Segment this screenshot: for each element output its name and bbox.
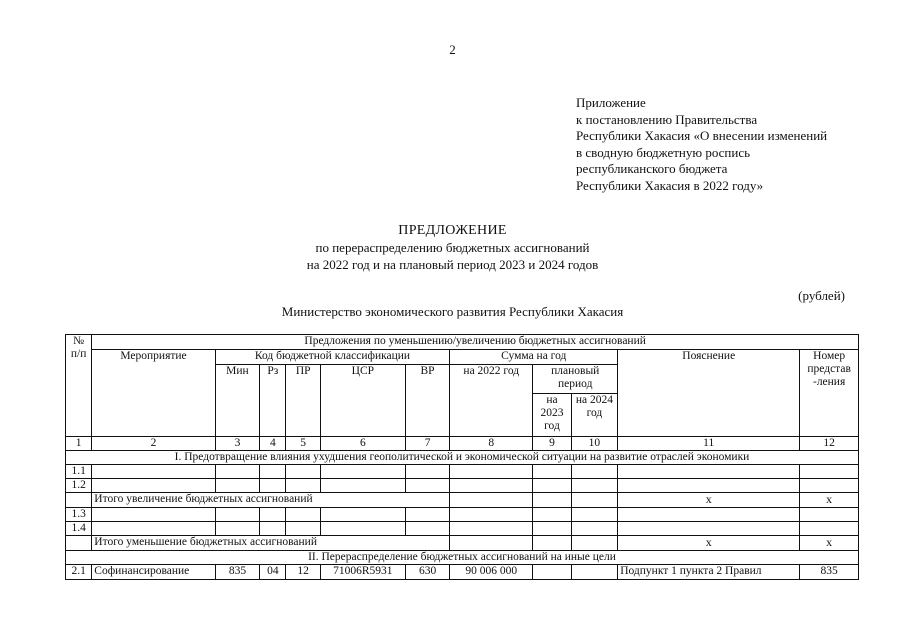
appendix-line: Приложение: [576, 95, 646, 110]
row-y2024: [571, 565, 618, 580]
header-planned: плановый период: [533, 365, 618, 394]
header-rz: Рз: [260, 365, 286, 437]
header-activity: Мероприятие: [92, 350, 215, 437]
table-row: [66, 565, 859, 580]
total-decrease-label: Итого уменьшение бюджетных ассигнований: [92, 536, 450, 551]
total-decrease-row: [66, 536, 859, 551]
row-vr: 630: [405, 565, 450, 580]
row-csr: 71006R5931: [320, 565, 405, 580]
row-explanation: Подпункт 1 пункта 2 Правил: [618, 565, 800, 580]
index-cell: 1: [66, 437, 92, 451]
header-sum: Сумма на год: [450, 350, 618, 365]
section-1-heading: I. Предотвращение влияния ухудшения геополитической и экономической ситуации на развитие отраслей экономики: [66, 451, 859, 465]
total-increase-label: Итого увеличение бюджетных ассигнований: [92, 493, 450, 508]
header-csr: ЦСР: [320, 365, 405, 437]
x-mark: х: [800, 493, 859, 508]
index-cell: 6: [320, 437, 405, 451]
appendix-line: республиканского бюджета: [576, 161, 728, 176]
appendix-block: [576, 95, 827, 194]
table-row: [66, 479, 859, 493]
row-activity: Софинансирование: [92, 565, 215, 580]
row-rep-number: 835: [800, 565, 859, 580]
appendix-line: Республики Хакасия «О внесении изменений: [576, 128, 828, 143]
header-y2024: на 2024 год: [571, 394, 618, 437]
index-cell: 7: [405, 437, 450, 451]
index-cell: 11: [618, 437, 800, 451]
index-cell: 8: [450, 437, 533, 451]
ministry-name: Министерство экономического развития Республики Хакасия: [281, 304, 624, 319]
document-title: [0, 222, 905, 273]
appendix-line: в сводную бюджетную роспись: [576, 144, 751, 160]
appendix-line: к постановлению Правительства: [576, 111, 758, 127]
row-num: 1.1: [66, 465, 92, 479]
budget-table: [65, 334, 859, 580]
header-y2023: на 2023 год: [533, 394, 571, 437]
index-cell: 10: [571, 437, 618, 451]
row-y2023: [533, 565, 571, 580]
row-num: 1.3: [66, 508, 92, 522]
row-num: 2.1: [66, 565, 92, 580]
row-y2022: 90 006 000: [450, 565, 533, 580]
header-rep-number: Номер представ -ления: [800, 350, 859, 437]
row-num: 1.2: [66, 479, 92, 493]
title-line-2: по перераспределению бюджетных ассигнований: [315, 240, 590, 255]
row-rz: 04: [260, 565, 286, 580]
title-line-3: на 2022 год и на плановый период 2023 и 2024 годов: [306, 257, 599, 272]
table-row: [66, 508, 859, 522]
currency-note: (рублей): [798, 288, 845, 303]
index-cell: 4: [260, 437, 286, 451]
table-row: [66, 522, 859, 536]
index-cell: 5: [286, 437, 320, 451]
index-cell: 3: [215, 437, 260, 451]
header-num: № п/п: [66, 335, 92, 437]
header-y2022: на 2022 год: [450, 365, 533, 437]
page-number: 2: [449, 42, 456, 57]
header-pr: ПР: [286, 365, 320, 437]
index-cell: 2: [92, 437, 215, 451]
index-cell: 9: [533, 437, 571, 451]
header-explanation: Пояснение: [618, 350, 800, 437]
header-min: Мин: [215, 365, 260, 437]
x-mark: х: [618, 536, 800, 551]
x-mark: х: [800, 536, 859, 551]
table-row: [66, 465, 859, 479]
row-min: 835: [215, 565, 260, 580]
header-proposals: Предложения по уменьшению/увеличению бюджетных ассигнований: [92, 335, 859, 350]
index-cell: 12: [800, 437, 859, 451]
title-main: ПРЕДЛОЖЕНИЕ: [398, 223, 507, 238]
header-code: Код бюджетной классификации: [215, 350, 450, 365]
appendix-line: Республики Хакасия в 2022 году»: [576, 177, 764, 193]
row-num: 1.4: [66, 522, 92, 536]
total-increase-row: [66, 493, 859, 508]
row-pr: 12: [286, 565, 320, 580]
section-2-heading: II. Перераспределение бюджетных ассигнований на иные цели: [66, 551, 859, 565]
header-vr: ВР: [405, 365, 450, 437]
x-mark: х: [618, 493, 800, 508]
